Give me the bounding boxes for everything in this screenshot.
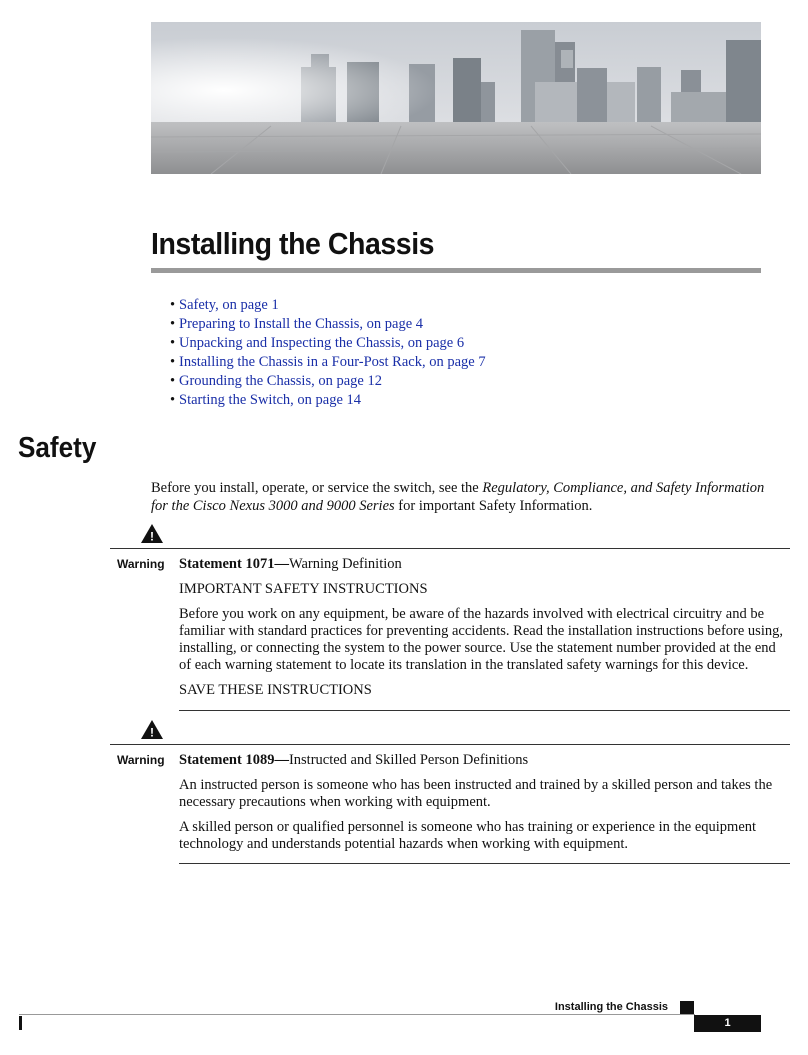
chapter-title: Installing the Chassis [151,226,435,261]
footer-marker [680,1001,694,1015]
section-title-safety: Safety [18,432,97,464]
warning-statement [179,752,790,769]
warning-label: Warning [117,557,165,571]
toc-link-grounding[interactable]: Grounding the Chassis, on page 12 [179,373,382,389]
chapter-banner-image [151,22,761,174]
warning-triangle-icon [141,524,163,543]
footer-rule [19,1014,695,1015]
toc-link-four-post-rack[interactable]: Installing the Chassis in a Four-Post Rack, on page 7 [179,354,486,370]
warning-paragraph: Before you work on any equipment, be aware of the hazards involved with electrical circuitry and be familiar with standard practices for preventing accidents. Read the installation instructions before using, installing, or connecting the system to the power source. Use the statement number provided at the end of each warning statement to locate its translation in the translated safety warnings for this device. [179,606,783,673]
toc-item [170,391,486,410]
toc-link-unpacking[interactable]: Unpacking and Inspecting the Chassis, on page 6 [179,335,465,351]
chapter-toc [170,296,486,410]
warning-top-rule [110,744,790,745]
chapter-title-rule [151,268,761,273]
warning-statement [179,556,790,573]
warning-paragraph: IMPORTANT SAFETY INSTRUCTIONS [179,581,428,597]
warning-triangle-icon [141,720,163,739]
page-number: 1 [694,1015,761,1032]
footer-tick [19,1016,22,1030]
warning-bottom-rule [179,863,790,864]
toc-item [170,296,486,315]
warning-label: Warning [117,753,165,767]
statement-number: Statement 1089— [179,752,289,768]
statement-number: Statement 1071— [179,556,289,572]
footer-chapter-title: Installing the Chassis [554,1001,668,1013]
toc-link-preparing[interactable]: Preparing to Install the Chassis, on page 4 [179,316,424,332]
intro-text-before: Before you install, operate, or service the switch, see the [151,480,483,496]
warning-body [179,556,790,707]
toc-item [170,372,486,391]
toc-item [170,334,486,353]
safety-intro [151,479,766,515]
toc-item [170,353,486,372]
statement-title: Warning Definition [288,556,402,572]
warning-top-rule [110,548,790,549]
statement-title: Instructed and Skilled Person Definitions [288,752,529,768]
svg-text:!: ! [150,529,154,543]
warning-paragraph: A skilled person or qualified personnel is someone who has training or experience in the equipment technology and understands potential hazards when working with equipment. [179,819,757,852]
svg-text:!: ! [150,725,154,739]
warning-bottom-rule [179,710,790,711]
toc-item [170,315,486,334]
warning-paragraph: SAVE THESE INSTRUCTIONS [179,682,372,698]
toc-link-starting-switch[interactable]: Starting the Switch, on page 14 [179,392,362,408]
warning-paragraph: An instructed person is someone who has been instructed and trained by a skilled person and takes the necessary precautions when working with equipment. [179,777,773,810]
warning-body [179,752,790,861]
toc-link-safety[interactable]: Safety, on page 1 [179,297,279,313]
intro-doc-title: Regulatory, Compliance, and Safety Information for the Cisco Nexus 3000 and 9000 Series [151,480,765,514]
intro-text-after: for important Safety Information. [394,498,593,514]
